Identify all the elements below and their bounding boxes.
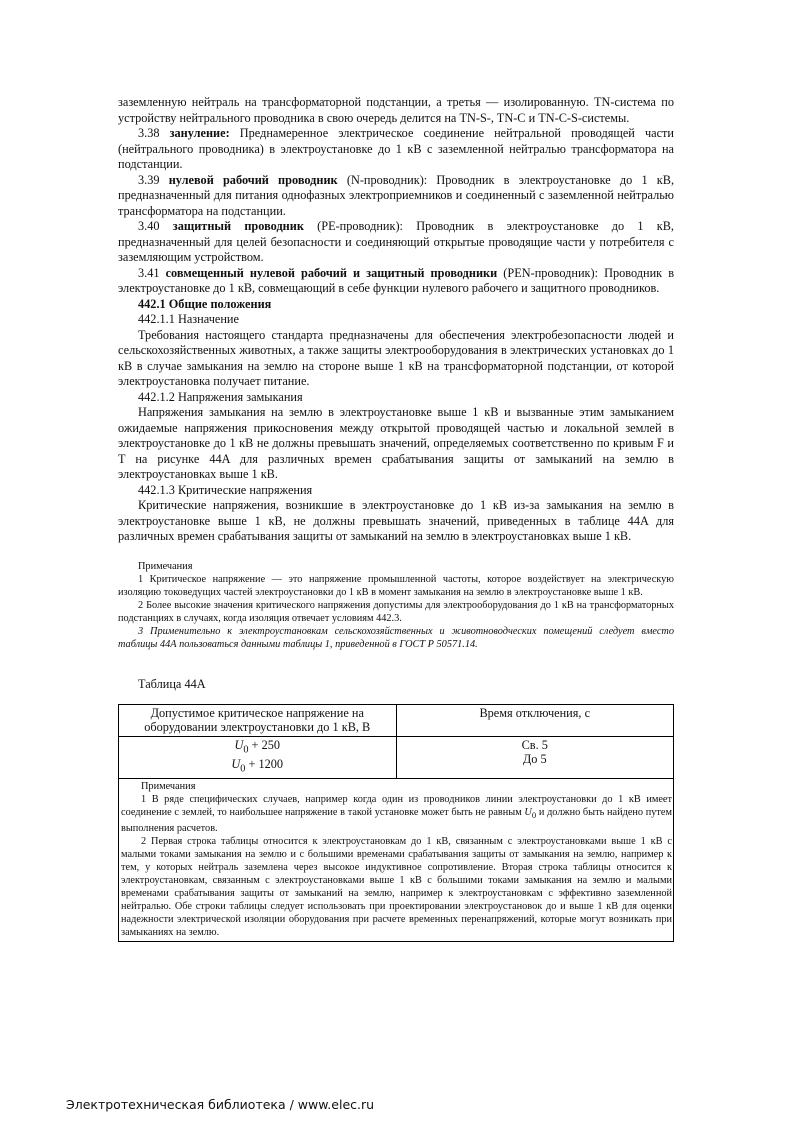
u-symbol: U: [231, 757, 241, 772]
definition-text: Преднамеренное электрическое соединение нейтральной проводящей части (нейтрального проводника) в электроустановке до 1 кВ с заземленной нейтралью трансформатора на подстанции.: [118, 126, 674, 171]
notes-block: [118, 560, 674, 651]
clause-number: 3.39: [138, 172, 160, 187]
subsection-heading-442-1-1: 442.1.1 Назначение: [138, 312, 239, 326]
clause-number: 3.40: [138, 219, 160, 233]
term: защитный проводник: [172, 219, 304, 233]
voltage-cell: [119, 737, 397, 779]
u-subscript: 0: [240, 763, 246, 775]
table-note-2: 2 Первая строка таблицы относится к электроустановкам до 1 кВ, связанным с электроустановками выше 1 кВ с малыми токами замыкания на землю и с большими временами срабатывания защиты от замыкания на землю, например к тем, у которых нейтраль заземлена через высокое индуктивное сопротивление. Вторая строка таблицы относится к электроустановкам, связанным с электроустановками выше 1 кВ с большими токами замыкания на землю и малыми временами срабатывания защиты от замыканий на землю, например к электроустановкам с эффективно заземленной нейтралью. Обе строки таблицы следует использовать при проектировании электроустановок до и выше 1 кВ для оценки надежности электрической изоляции оборудования при расчете временных перенапряжений, которые могут возникать при замыканиях на землю.: [121, 835, 672, 938]
time-cell: [396, 737, 674, 779]
definition-3-38: [118, 126, 674, 173]
table-row: [119, 737, 674, 779]
table-caption: Таблица 44А: [138, 676, 206, 691]
table-notes-row: [119, 778, 674, 941]
table-notes-title: Примечания: [141, 780, 196, 792]
subsection-heading-442-1-2: 442.1.2 Напряжения замыкания: [138, 389, 303, 404]
paragraph-442-1-1: Требования настоящего стандарта предназначены для обеспечения электробезопасности людей и сельскохозяйственных животных, а также защиты электрооборудования в электрических установках до 1 кВ в случае замыкания на землю на стороне выше 1 кВ на трансформаторной подстанции, от которой электроустановка получает питание.: [118, 327, 674, 388]
voltage-value: + 1200: [245, 757, 284, 772]
paragraph-tn-system: заземленную нейтраль на трансформаторной подстанции, а третья — изолированную. TN-система по устройству нейтрального проводника в свою очередь делится на TN-S-, TN-C и TN-C-S-системы.: [118, 95, 674, 125]
time-row-1: Св. 5: [521, 738, 548, 752]
time-row-2: До 5: [522, 752, 547, 766]
voltage-value: + 250: [248, 738, 281, 752]
header-critical-voltage: Допустимое критическое напряжение на оборудовании электроустановки до 1 кВ, В: [119, 705, 397, 737]
note-3: 3 Применительно к электроустановкам сельскохозяйственных и животноводческих помещений следует вместо таблицы 44А пользоваться данными таблицы 1, приведенной в ГОСТ Р 50571.14.: [118, 625, 674, 650]
subsection-heading-442-1-3: 442.1.3 Критические напряжения: [138, 482, 313, 497]
table-note-1-text-end: и должно быть найдено путем выполнения расчетов.: [121, 806, 672, 834]
table-notes-cell: [119, 778, 674, 941]
table-header-row: [119, 705, 674, 737]
term: зануление:: [169, 126, 230, 140]
u-symbol: U: [234, 738, 244, 752]
document-page: [118, 95, 674, 942]
clause-number: 3.41: [138, 265, 160, 280]
note-2: 2 Более высокие значения критического напряжения допустимы для электрооборудования до 1 кВ на трансформаторных подстанциях в случаях, когда изоляция отвечает условиям 442.3.: [118, 599, 674, 624]
definition-text: (PEN-проводник): Проводник в электроустановке до 1 кВ, совмещающий в себе функции нулевого рабочего и защитного проводников.: [118, 265, 675, 295]
term: совмещенный нулевой рабочий и защитный проводники: [165, 265, 498, 280]
definition-text: (N-проводник): Проводник в электроустановке до 1 кВ, предназначенный для питания однофазных электроприемников и соединенный с заземленной нейтралью трансформатора на подстанции.: [118, 172, 675, 218]
voltage-row-2: [123, 757, 392, 776]
term: нулевой рабочий проводник: [168, 172, 338, 187]
voltage-row-1: [123, 738, 392, 757]
clause-number: 3.38: [138, 126, 160, 140]
paragraph-442-1-3: Критические напряжения, возникшие в электроустановке до 1 кВ из-за замыкания на землю в электроустановке выше 1 кВ, не должны превышать значений, приведенных в таблице 44A для различных времен срабатывания защиты от замыканий на землю в электроустановках выше 1 кВ.: [118, 498, 674, 543]
notes-title: Примечания: [138, 560, 193, 572]
u-subscript: 0: [243, 744, 249, 756]
table-note-1: [121, 793, 672, 835]
definition-text: (PE-проводник): Проводник в электроустановке до 1 кВ, предназначенный для целей безопасности и соединяющий открытые проводящие части у потребителя с заземляющим устройством.: [118, 219, 674, 264]
note-1: 1 Критическое напряжение — это напряжение промышленной частоты, которое воздействует на электрическую изоляцию токоведущих частей электроустановки до 1 кВ в момент замыкания на землю в электроустановке выше 1 кВ.: [118, 573, 674, 598]
u-subscript: 0: [531, 809, 537, 820]
section-heading-442-1: 442.1 Общие положения: [138, 296, 272, 311]
paragraph-442-1-2: Напряжения замыкания на землю в электроустановке выше 1 кВ и вызванные этим замыканием ожидаемые напряжения прикосновения между открытой проводящей частью и локальной землей в электроустановке до 1 кВ не должны превышать значений, определяемых соответственно по кривым F и T на рисунке 44A для различных времен срабатывания защиты от замыканий на землю в электроустановках выше 1 кВ.: [118, 405, 674, 481]
definition-3-39: [118, 173, 674, 220]
footer-library-link[interactable]: Электротехническая библиотека / www.elec.ru: [66, 1097, 375, 1112]
table-44a: [118, 704, 674, 942]
u-symbol: U: [524, 806, 532, 818]
header-disconnection-time: Время отключения, с: [396, 705, 674, 737]
definition-3-40: [118, 219, 674, 266]
definition-3-41: [118, 266, 674, 297]
table-note-1-text: 1 В ряде специфических случаев, например когда один из проводников линии электроустановки до 1 кВ имеет соединение с землей, то наибольшее напряжение в такой установке может быть не равным: [121, 793, 672, 818]
